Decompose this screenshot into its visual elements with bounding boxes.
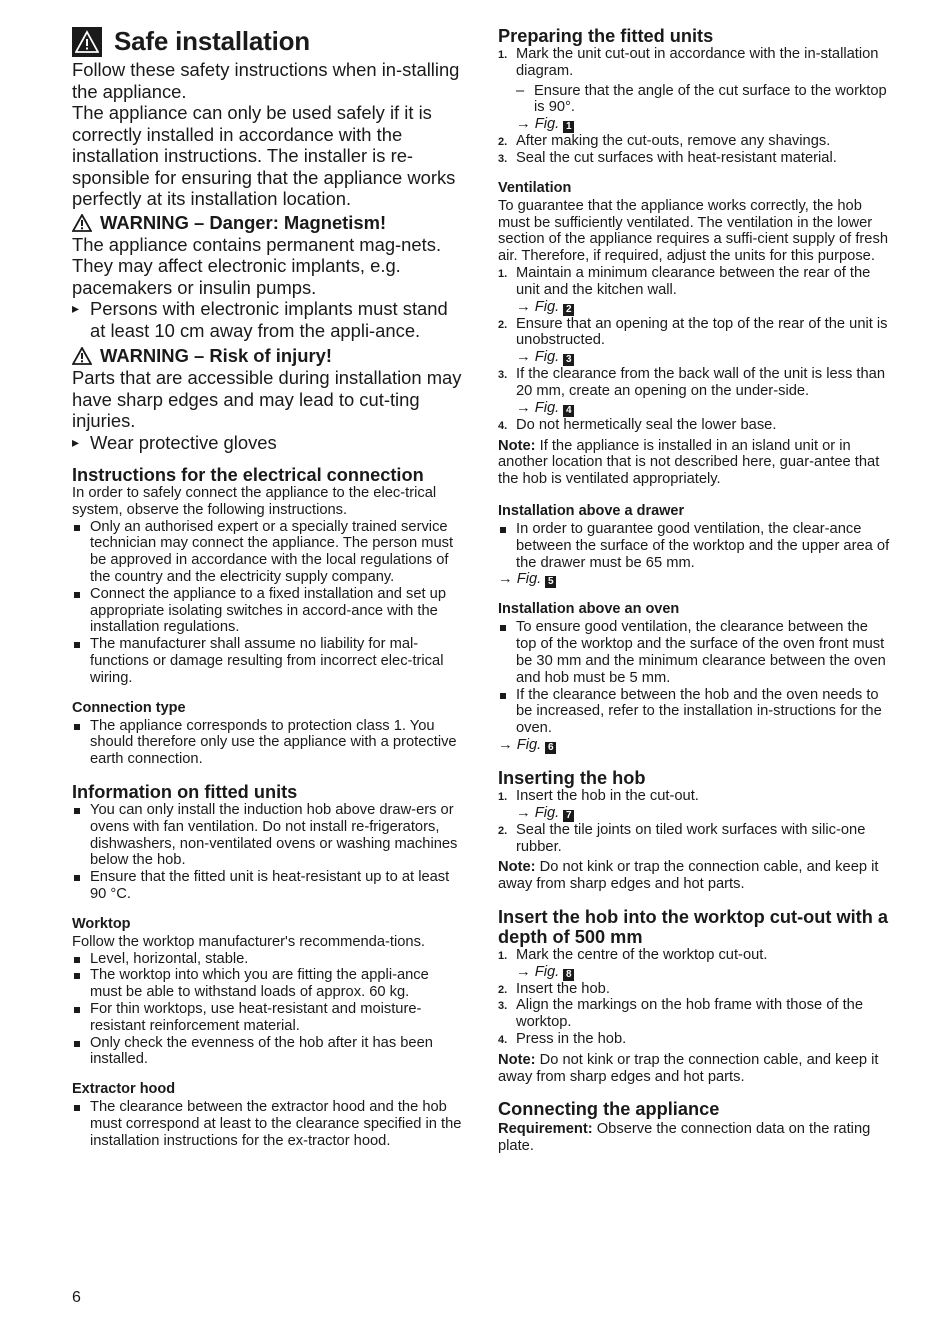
list-item: 2. After making the cut-outs, remove any shavings. (498, 133, 831, 150)
list-item: 3. If the clearance from the back wall of the unit is less than 20 mm, create an opening on the under-side. → Fig. 4 (498, 366, 890, 417)
list-item: 2. Insert the hob. (498, 980, 610, 997)
warning-heading: WARNING – Risk of injury! (72, 345, 464, 367)
warning-icon (72, 347, 92, 365)
list-item: You can only install the induction hob above draw-ers or ovens with fan ventilation. Do not install re-frigerators, dishwashers, non-ventilated ovens or washing machines below the hob. (72, 802, 464, 869)
numbered-list (498, 947, 890, 1048)
list-item: 4. Press in the hob. (498, 1031, 627, 1048)
intro-paragraph: Follow these safety instructions when in-stalling the appliance. (72, 59, 460, 102)
bullet-list (72, 951, 464, 1069)
section-heading: Preparing the fitted units (498, 26, 714, 46)
figure-reference: → Fig. 6 (498, 737, 890, 754)
list-item: Level, horizontal, stable. (72, 951, 464, 968)
bullet-list (72, 519, 464, 687)
bullet-list (498, 521, 890, 571)
sub-item: – Ensure that the angle of the cut surface to the worktop is 90°. (516, 83, 890, 117)
section-heading: Instructions for the electrical connection (72, 465, 424, 485)
list-item: 4. Do not hermetically seal the lower base. (498, 416, 777, 433)
action-list (72, 432, 464, 454)
left-column (72, 26, 464, 1150)
section-heading: Inserting the hob (498, 767, 646, 788)
list-item: The worktop into which you are fitting the appli-ance must be able to withstand loads of approx. 60 kg. (72, 967, 464, 1001)
list-item: Ensure that the fitted unit is heat-resistant up to at least 90 °C. (72, 869, 464, 903)
paragraph: Follow the worktop manufacturer's recommenda-tions. (72, 933, 426, 950)
subsection-heading: Connection type (72, 699, 186, 716)
action-list (72, 298, 464, 341)
list-item: 3. Align the markings on the hob frame with those of the worktop. (498, 997, 863, 1031)
list-item: 1. Mark the centre of the worktop cut-out. → Fig. 8 (498, 947, 890, 981)
subsection-heading: Ventilation (498, 179, 572, 196)
paragraph: To guarantee that the appliance works correctly, the hob must be sufficiently ventilated. The ventilation in the lower section of the appliance requires a suffi-cient supply of fresh air. Therefore, if required, adjust the units for this purpose. (498, 197, 888, 265)
bullet-list (498, 619, 890, 737)
figure-reference: → Fig. 4 (516, 400, 890, 417)
list-item: If the clearance between the hob and the oven needs to be increased, refer to the installation in-structions for the oven. (498, 687, 890, 737)
list-item: 2. Ensure that an opening at the top of the rear of the unit is unobstructed. → Fig. 3 (498, 316, 890, 367)
subsection-heading: Worktop (72, 915, 131, 932)
warning-triangle-icon (72, 27, 102, 57)
list-item: 1. Insert the hob in the cut-out. → Fig. 7 (498, 788, 890, 822)
section-heading: Insert the hob into the worktop cut-out with a depth of 500 mm (498, 906, 888, 947)
bullet-list (72, 718, 464, 768)
section-title (72, 26, 464, 57)
list-item: For thin worktops, use heat-resistant and moisture-resistant reinforcement material. (72, 1001, 464, 1035)
numbered-list (498, 265, 890, 434)
list-item: ▸ Wear protective gloves (72, 432, 464, 454)
note: Note: If the appliance is installed in an island unit or in another location that is not described here, guar-antee that the hob is ventilated appropriately. (498, 437, 880, 488)
list-item: ▸ Persons with electronic implants must stand at least 10 cm away from the appli-ance. (72, 298, 464, 341)
list-item: Only check the evenness of the hob after it has been installed. (72, 1035, 464, 1069)
warning-text: Parts that are accessible during installation may have sharp edges and may lead to cut-ting injuries. (72, 367, 462, 431)
right-column (498, 26, 890, 1155)
figure-reference: → Fig. 3 (516, 349, 890, 366)
figure-reference: → Fig. 1 (516, 116, 890, 133)
page-title: Safe installation (114, 26, 310, 56)
note: Note: Do not kink or trap the connection cable, and keep it away from sharp edges and hot parts. (498, 859, 879, 893)
bullet-list (72, 802, 464, 903)
list-item: The appliance corresponds to protection class 1. You should therefore only use the appliance with a protective earth connection. (72, 718, 464, 768)
figure-reference: → Fig. 7 (516, 805, 890, 822)
figure-reference: → Fig. 8 (516, 964, 890, 981)
list-item: 2. Seal the tile joints on tiled work surfaces with silic-one rubber. (498, 821, 866, 855)
note: Note: Do not kink or trap the connection cable, and keep it away from sharp edges and hot parts. (498, 1051, 879, 1085)
section-heading: Information on fitted units (72, 781, 298, 802)
subsection-heading: Installation above an oven (498, 601, 680, 618)
subsection-heading: Installation above a drawer (498, 502, 685, 519)
paragraph: In order to safely connect the appliance to the elec-trical system, observe the following instructions. (72, 485, 437, 518)
list-item: 1. Mark the unit cut-out in accordance with the in-stallation diagram. – Ensure that the angle of the cut surface to the worktop is 90°. → Fig. 1 (498, 46, 890, 133)
section-heading: Connecting the appliance (498, 1099, 720, 1120)
subsection-heading: Extractor hood (72, 1081, 176, 1098)
figure-reference: → Fig. 5 (498, 571, 890, 588)
list-item: Only an authorised expert or a specially trained service technician may connect the appliance. The person must be approved in accordance with the local regulations of the country and the electricity supply company. (72, 519, 464, 586)
bullet-list (72, 1099, 464, 1149)
requirement: Requirement: Observe the connection data on the rating plate. (498, 1121, 871, 1155)
numbered-list (498, 788, 890, 855)
page-number: 6 (72, 1289, 81, 1306)
numbered-list (498, 46, 890, 167)
list-item: The clearance between the extractor hood and the hob must correspond at least to the clearance specified in the installation instructions for the ex-tractor hood. (72, 1099, 464, 1149)
list-item: 1. Maintain a minimum clearance between the rear of the unit and the kitchen wall. → Fig. 2 (498, 265, 890, 316)
list-item: Connect the appliance to a fixed installation and set up appropriate isolating switches in accord-ance with the installation regulations. (72, 586, 464, 636)
list-item: To ensure good ventilation, the clearance between the top of the worktop and the surface of the oven front must be 30 mm and the minimum clearance between the oven and hob must be 5 mm. (498, 619, 890, 686)
intro-paragraph: The appliance can only be used safely if it is correctly installed in accordance with the installation instructions. The installer is re-sponsible for ensuring that the appliance works perfectly at its installation location. (72, 102, 456, 209)
list-item: In order to guarantee good ventilation, the clear-ance between the surface of the worktop and the upper area of the drawer must be 65 mm. (498, 521, 890, 571)
list-item: 3. Seal the cut surfaces with heat-resistant material. (498, 149, 837, 166)
list-item: The manufacturer shall assume no liability for mal-functions or damage resulting from incorrect elec-trical wiring. (72, 636, 464, 686)
warning-text: The appliance contains permanent mag-nets. They may affect electronic implants, e.g. pacemakers or insulin pumps. (72, 233, 442, 298)
warning-heading: WARNING – Danger: Magnetism! (72, 212, 464, 234)
figure-reference: → Fig. 2 (516, 299, 890, 316)
warning-icon (72, 214, 92, 232)
